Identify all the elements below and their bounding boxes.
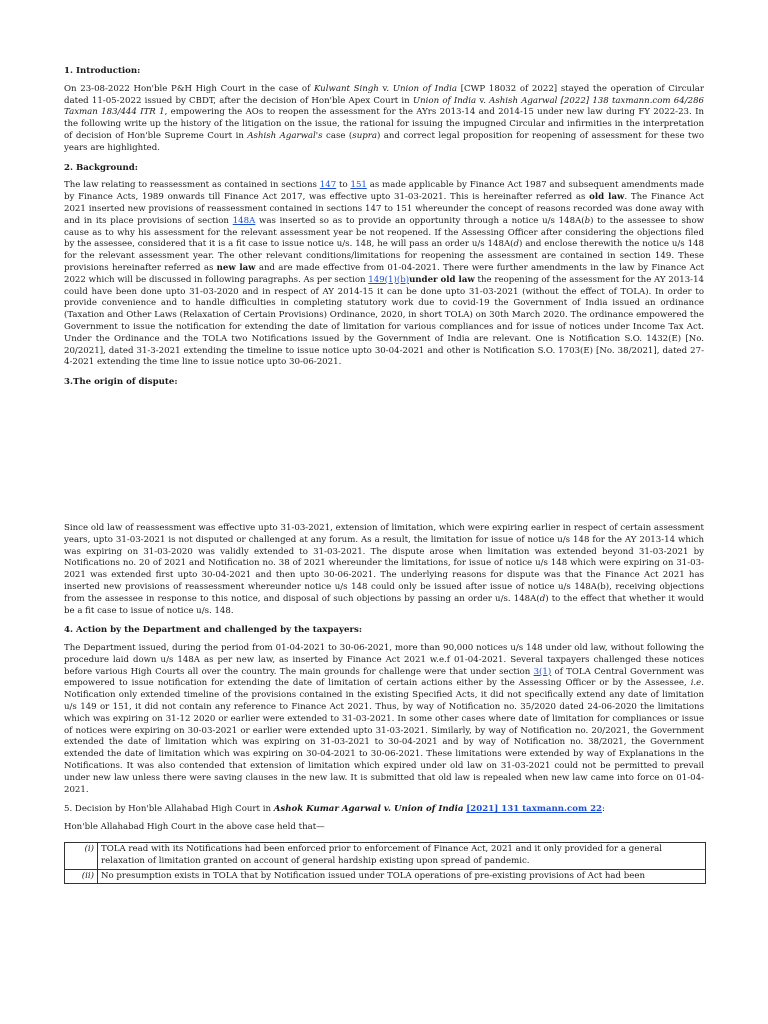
paragraph: Hon'ble Allahabad High Court in the above case held that— xyxy=(64,822,325,833)
blank-area xyxy=(64,395,704,523)
text-run: Notification only extended timeline of the provisions contained in the existing Specified Acts, it did not specifically extend any date of limitation u/s 149 or 151, it did not contain any reference to Finance Act 2021. Thus, by way of Notification no. 35/2020 dated 24-06-2020 the limitations which was expiring on 31-12 2020 or earlier were extended to 31-03-2021. In some other cases where date of limitation for compliances or issue of notices were expiring on 30-03-2021 or earlier were extended upto 31-03-2021. Similarly, by way of Notification no. 20/2021, the Government extended the date of limitation which was expiring on 31-03-2021 to 30-04-2021 and by way of Notification no. 38/2021, the Government extended the date of limitation which was expiring on 30-04-2021 to 30-06-2021. These limitations were extended by way of Explanations in the Notifications. It was also contended that extension of limitation which expired under old law on 31-03-2021 could not be permitted to prevail under new law unless there were saving clauses in the new law. It is submitted that old law is repealed when new law came into force on 01-04-2021. xyxy=(64,690,704,795)
section-link[interactable]: 148A xyxy=(232,215,256,226)
section-heading: 2. Background: xyxy=(64,162,138,173)
text-run: the reopening of the assessment for the AY 2013-14 could have been done upto 31-03-2020 and in respect of AY 2014-15 it can be done upto 31-03-2021 (without the effect of TOLA). In order to provide convenience and to handle difficulties in completing statutory work due to covid-19 the Government of India issued an ordinance (Taxation and Other Laws (Relaxation of Certain Provisions) Ordinance, 2020, in short TOLA) on 30th March 2020. The ordinance empowered the Government to issue the notification for extending the date of limitation for various compliances and for issue of notices under Income Tax Act. Under the Ordinance and the TOLA two Notifications issued by the Government of India are relevant. One is Notification S.O. 1432(E) [No. 20/2021], dated 31-3-2021 extending the timeline to issue notice upto 30-04-2021 and other is Notification S.O. 1703(E) [No. 38/2021], dated 27-4-2021 extending the time line to issue notice upto 30-06-2021. xyxy=(64,274,705,368)
row-text: TOLA read with its Notifications had been enforced prior to enforcement of Finance Act, 2021 and it only provided for a general relaxation of limitation granted on account of general hardship existing upon spread of pandemic. xyxy=(98,843,706,870)
text-run: . The Finance Act 2021 inserted new provisions of reassessment contained in sections 147 to 151 whereunder the concept of reasons recorded was done away with and in its place provisions of section xyxy=(64,192,704,226)
document-body xyxy=(64,66,704,884)
italic-text: Union of India xyxy=(392,83,457,94)
bold-text: old law xyxy=(589,192,625,203)
text-run: ) to the assessee to show cause as to why his assessment for the relevant assessment year be not reopened. If the Assessing Officer after considering the objections filed by the assessee, considered that it is a fit case to issue notice u/s. 148, he will pass an order u/s 148A( xyxy=(64,215,704,250)
text-run: of TOLA Central Government was empowered to issue notification for extending the date of limitation of certain actions either by the Assessing Officer or by the Assessee, xyxy=(64,666,704,689)
text-run: Since old law of reassessment was effective upto 31-03-2021, extension of limitation, which were expiring earlier in respect of certain assessment years, upto 31-03-2021 is not disputed or challenged at any forum. As a result, the limitation for issue of notice u/s 148 for the AY 2013-14 which was expiring on 31-03-2020 was validly extended to 31-03-2021. The dispute arose when limitation was extended beyond 31-03-2021 by Notifications no. 20 of 2021 and Notification no. 38 of 2021 whereunder the limitations, for issue of notice u/s 148 which were expiring on 31-03-2021 was extended first upto 30-04-2021 and then upto 30-06-2021. The underlying reasons for dispute was that the Finance Act 2021 has inserted new provisions of reassessment whereunder notice u/s 148 could only be issued after issue of notice u/s 148A(b), receiving objections from the assessee in response to this notice, and disposal of such objections by passing an order u/s. 148A( xyxy=(64,522,704,604)
text-run: v. xyxy=(476,95,490,106)
section-link[interactable]: 3(1) xyxy=(533,666,552,677)
section-heading: 1. Introduction: xyxy=(64,66,141,76)
section-link[interactable]: 147 xyxy=(319,180,337,191)
paragraph xyxy=(64,523,704,617)
table-row xyxy=(65,869,706,884)
paragraph xyxy=(64,643,704,796)
paragraph xyxy=(64,180,704,369)
row-number: (ii) xyxy=(65,869,98,884)
italic-text: Ashish Agarwal [2022] 138 taxmann.com 64/286 Taxman 183/444 ITR 1 xyxy=(64,95,705,118)
italic-text: i.e. xyxy=(690,678,704,689)
text-run: ) and correct legal proposition for reopening of assessment for these two years are highlighted. xyxy=(64,130,705,153)
row-text: No presumption exists in TOLA that by Notification issued under TOLA operations of pre-existing provisions of Act had been xyxy=(98,869,706,884)
section-link[interactable]: 149(1)(b) xyxy=(368,274,410,285)
citation-link[interactable]: [2021] 131 taxmann.com 22 xyxy=(466,804,603,815)
section-link[interactable]: 151 xyxy=(350,180,367,191)
italic-text: supra xyxy=(352,130,377,141)
italic-text: d xyxy=(539,593,546,604)
italic-text: d xyxy=(513,239,520,250)
section-heading: 3.The origin of dispute: xyxy=(64,377,178,388)
heading-text: 5. Decision by Hon'ble Allahabad High Court in xyxy=(64,804,274,815)
text-run: was inserted so as to provide an opportunity through a notice u/s 148A( xyxy=(255,215,585,226)
table-row xyxy=(65,843,706,870)
italic-text: Ashish Agarwal's xyxy=(247,130,323,141)
section-heading xyxy=(64,804,704,816)
case-name: Ashok Kumar Agarwal v. Union of India xyxy=(273,804,464,815)
text-run: case ( xyxy=(322,130,353,141)
text-run: v. xyxy=(378,83,393,94)
bold-text: under old law xyxy=(409,274,475,285)
italic-text: Kulwant Singh xyxy=(313,83,379,94)
section-heading: 4. Action by the Department and challenged by the taxpayers: xyxy=(64,625,363,636)
text-run: as made applicable by Finance Act 1987 and subsequent amendments made by Finance Acts, 1989 onwards till Finance Act 2017, was effective upto 31-03-2021. This is hereinafter referred as xyxy=(64,180,705,203)
text-run: On 23-08-2022 Hon'ble P&H High Court in the case of xyxy=(64,83,314,94)
text-run: ) to the effect that whether it would be a fit case to issue of notice u/s. 148. xyxy=(64,593,704,616)
text-run: [CWP 18032 of 2022] stayed the operation of Circular dated 11-05-2022 issued by CBDT, after the decision of Hon'ble Apex Court in xyxy=(64,83,705,106)
text-run: to xyxy=(336,180,351,191)
paragraph xyxy=(64,84,704,155)
italic-text: b xyxy=(584,215,591,226)
held-table xyxy=(64,842,706,884)
bold-text: new law xyxy=(216,262,256,273)
italic-text: Union of India xyxy=(412,95,477,106)
text-run: The Department issued, during the period from 01-04-2021 to 30-06-2021, more than 90,000 notices u/s 148 under old law, without following the procedure laid down u/s 148A as per new law, as inserted by Finance Act 2021 w.e.f 01-04-2021. Several taxpayers challenged these notices before various High Courts all over the country. The main grounds for challenge were that under section xyxy=(64,643,704,677)
heading-colon: : xyxy=(602,804,605,815)
text-run: The law relating to reassessment as contained in sections xyxy=(64,180,320,191)
row-number: (i) xyxy=(65,843,98,870)
text-run: , empowering the AOs to reopen the assessment for the AYrs 2013-14 and 2014-15 under new law during FY 2022-23. In the following write up the history of the litigation on the issue, the rational for issuing the impugned Circular and infirmities in the interpretation of decision of Hon'ble Supreme Court in xyxy=(64,107,704,141)
text-run: and are made effective from 01-04-2021. There were further amendments in the law by Finance Act 2022 which will be discussed in following paragraphs. As per section xyxy=(64,262,704,285)
text-run: ) and enclose therewith the notice u/s 148 for the relevant assessment year. The other relevant conditions/limitations for reopening the assessment are contained in section 149. These provisions hereinafter referred as xyxy=(64,239,704,273)
